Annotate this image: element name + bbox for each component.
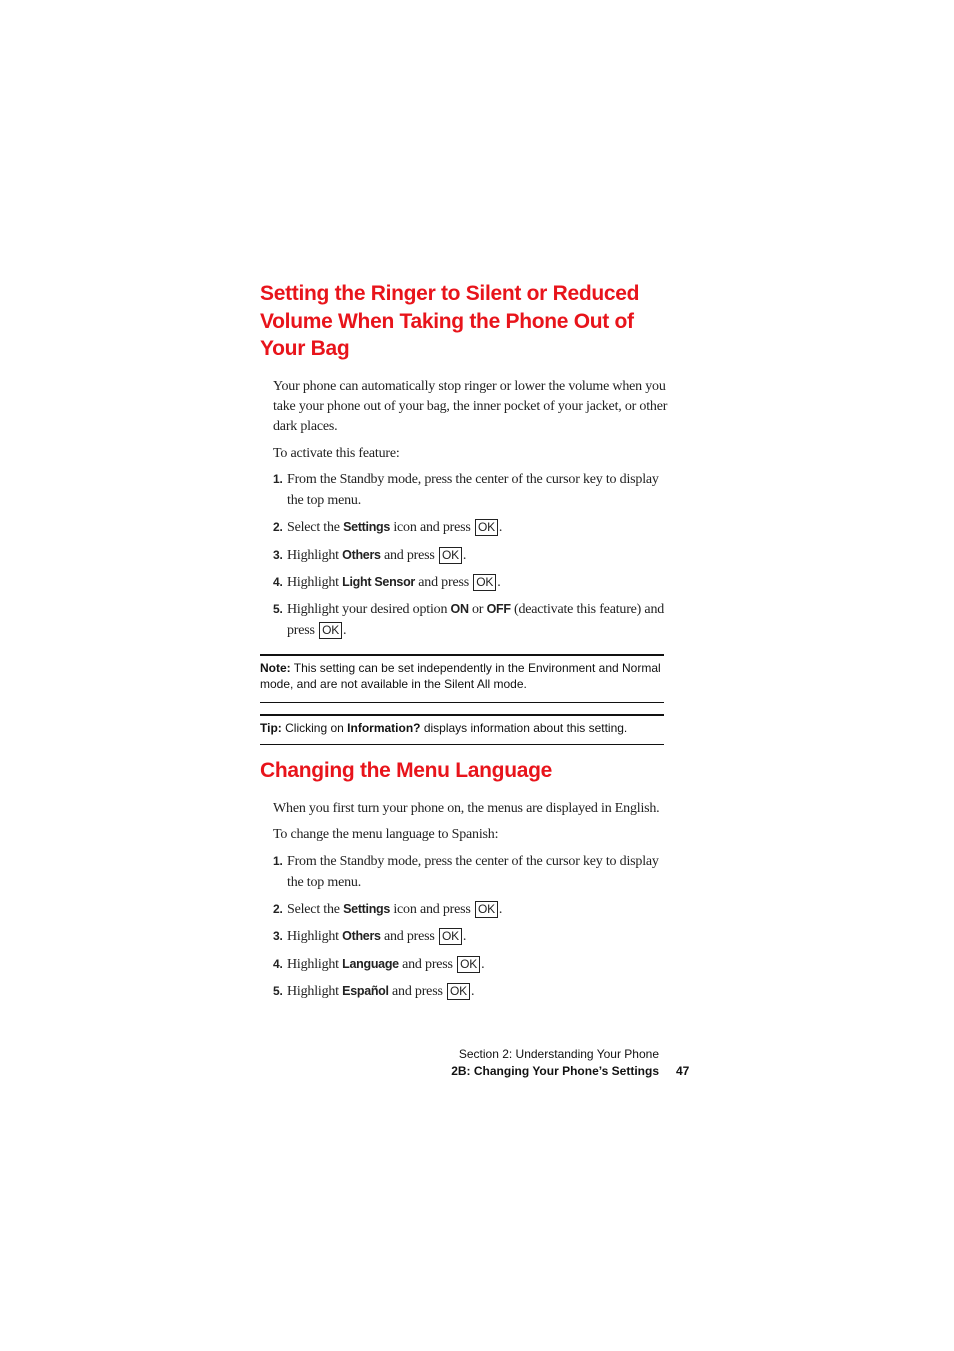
note-text: This setting can be set independently in the Environment and Normal mode, and are not available in the Silent All mode. (260, 661, 661, 691)
menu-name-others: Others (342, 929, 381, 943)
step-text: and press (380, 548, 438, 563)
step-number: 4. (273, 957, 283, 971)
step-end: . (481, 957, 485, 972)
step-number: 1. (273, 854, 283, 868)
activate-line (273, 444, 668, 464)
step-number: 5. (273, 602, 283, 616)
menu-name-espanol: Español (342, 984, 389, 998)
tip-label: Tip: (260, 721, 282, 735)
footer-chapter: 2B: Changing Your Phone’s Settings (451, 1064, 659, 1078)
activate-text: To activate this feature: (273, 446, 400, 461)
list-item (273, 899, 665, 920)
step-text: icon and press (390, 902, 474, 917)
tip-bold-term: Information? (347, 721, 421, 735)
step-number: 2. (273, 902, 283, 916)
footer-section: Section 2: Understanding Your Phone (458, 1047, 659, 1061)
tip-text: Clicking on (281, 721, 348, 735)
step-text: Highlight (287, 984, 343, 999)
step-end: . (462, 929, 467, 944)
list-item (273, 469, 665, 511)
step-text: and press (398, 957, 457, 972)
tip-box (260, 714, 664, 745)
page-number: 47 (676, 1064, 690, 1078)
change-text: To change the menu language to Spanish: (273, 827, 499, 842)
intro-paragraph: When you first turn your phone on, the menus are displayed in English. (273, 801, 660, 816)
step-end: . (498, 520, 503, 535)
step-text: or (468, 602, 487, 617)
menu-language-intro (273, 799, 668, 819)
menu-name-settings: Settings (343, 520, 391, 534)
ok-key-icon: OK (439, 547, 462, 564)
step-end: . (462, 548, 467, 563)
menu-name-settings: Settings (343, 902, 391, 916)
change-line (273, 825, 668, 845)
step-text: Highlight (287, 548, 343, 563)
menu-name-light-sensor: Light Sensor (342, 575, 415, 589)
list-item (273, 599, 665, 641)
step-text: Select the (287, 520, 344, 535)
option-off: OFF (486, 602, 511, 616)
list-item (273, 545, 665, 566)
list-item (273, 926, 665, 947)
ok-key-icon: OK (475, 519, 498, 536)
step-text: icon and press (390, 520, 474, 535)
step-text: From the Standby mode, press the center of the cursor key to display the top menu. (287, 854, 659, 890)
step-number: 1. (273, 472, 283, 486)
menu-name-language: Language (342, 957, 399, 971)
step-end: . (470, 984, 475, 999)
step-text: From the Standby mode, press the center of the cursor key to display the top menu. (287, 472, 659, 508)
step-text: Highlight (287, 575, 343, 590)
list-item (273, 981, 665, 1002)
step-number: 4. (273, 575, 283, 589)
step-number: 2. (273, 520, 283, 534)
step-text: and press (388, 984, 446, 999)
step-text: and press (414, 575, 473, 590)
ok-key-icon: OK (447, 983, 470, 1000)
step-text: Highlight your desired option (287, 602, 451, 617)
step-end: . (497, 575, 501, 590)
step-number: 3. (273, 548, 283, 562)
ok-key-icon: OK (473, 574, 496, 591)
list-item (273, 954, 665, 975)
step-text: Select the (287, 902, 344, 917)
step-end: . (498, 902, 503, 917)
option-on: ON (450, 602, 469, 616)
step-text: and press (380, 929, 438, 944)
note-label: Note: (260, 661, 291, 675)
section-heading-menu-language: Changing the Menu Language (260, 759, 553, 782)
intro-paragraph: Your phone can automatically stop ringer or lower the volume when you take your phone out of your bag, the inner pocket of your jacket, or other dark places. (273, 379, 668, 434)
step-end: . (343, 623, 347, 638)
step-text: Highlight (287, 957, 343, 972)
ok-key-icon: OK (319, 622, 342, 639)
step-number: 3. (273, 929, 283, 943)
list-item (273, 517, 665, 538)
note-box (260, 654, 664, 703)
section-heading-silent-ringer: Setting the Ringer to Silent or Reduced Volume When Taking the Phone Out of Your Bag (260, 282, 640, 360)
step-number: 5. (273, 984, 283, 998)
ok-key-icon: OK (439, 928, 462, 945)
step-text: (deactivate this feature) and press (287, 602, 665, 638)
list-item (273, 572, 665, 593)
ok-key-icon: OK (457, 956, 480, 973)
menu-name-others: Others (342, 548, 381, 562)
step-text: Highlight (287, 929, 343, 944)
list-item (273, 851, 665, 893)
tip-text: displays information about this setting. (420, 721, 628, 735)
ok-key-icon: OK (475, 901, 498, 918)
silent-ringer-intro (273, 377, 668, 437)
